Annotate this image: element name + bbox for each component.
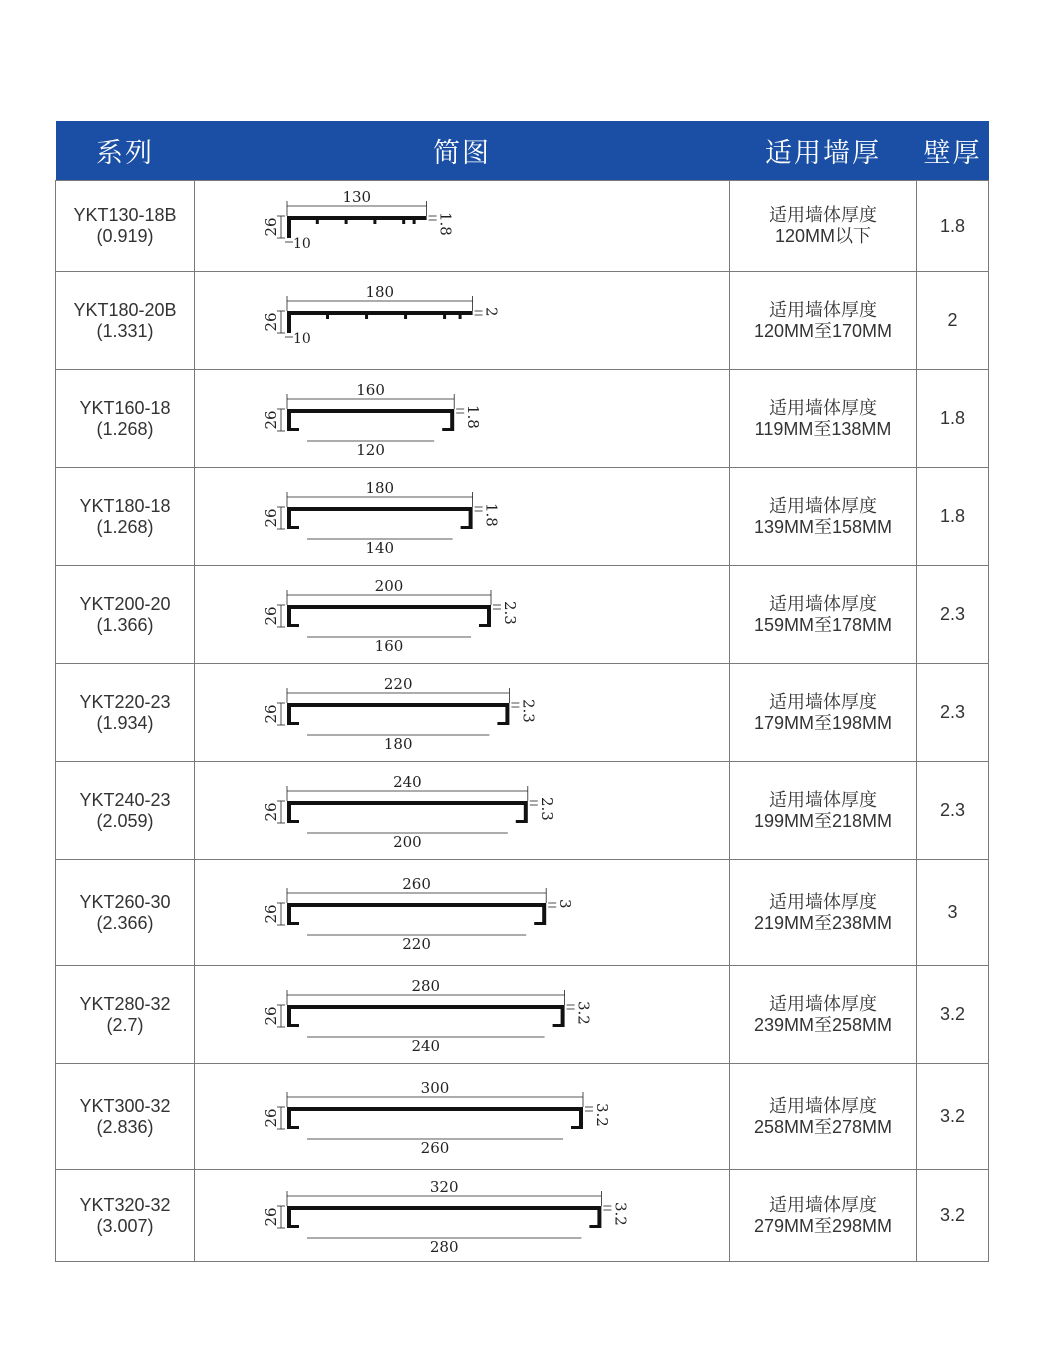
width-label: 180 bbox=[365, 478, 395, 497]
wall-range-value: 258MM至278MM bbox=[753, 1116, 893, 1137]
wall-range-label: 适用墙体厚度 bbox=[769, 891, 877, 912]
table-row bbox=[56, 762, 989, 860]
wall-range-label: 适用墙体厚度 bbox=[769, 397, 877, 418]
profile-diagram bbox=[262, 281, 695, 361]
profile-diagram bbox=[262, 873, 695, 953]
wall-range-value: 179MM至198MM bbox=[753, 712, 893, 733]
profile-shape bbox=[287, 507, 473, 529]
wall-thickness-label: 1.8 bbox=[464, 404, 483, 429]
diagram-cell bbox=[195, 664, 730, 762]
series-name: YKT280-32 bbox=[79, 993, 171, 1014]
wall-range-label: 适用墙体厚度 bbox=[769, 495, 877, 516]
diagram-cell bbox=[195, 1064, 730, 1170]
lip-label: 10 bbox=[293, 236, 311, 252]
wall-range-value: 199MM至218MM bbox=[753, 810, 893, 831]
wall-thickness-label: 2.3 bbox=[519, 698, 538, 723]
lip-label: 10 bbox=[293, 330, 311, 347]
table-row bbox=[56, 370, 989, 468]
series-name: YKT240-23 bbox=[79, 789, 171, 810]
header-thickness: 壁厚 bbox=[917, 121, 989, 181]
series-name: YKT160-18 bbox=[79, 397, 171, 418]
series-name: YKT220-23 bbox=[79, 691, 171, 712]
series-name: YKT130-18B bbox=[73, 205, 177, 225]
wall-range-cell bbox=[730, 664, 917, 762]
height-label: 26 bbox=[262, 409, 280, 430]
wall-range-label: 适用墙体厚度 bbox=[769, 299, 877, 320]
inner-width-label: 120 bbox=[356, 440, 385, 459]
wall-range-label: 适用墙体厚度 bbox=[769, 789, 877, 810]
wall-range-cell bbox=[730, 468, 917, 566]
profile-shape bbox=[287, 1107, 583, 1129]
width-label: 180 bbox=[365, 282, 395, 301]
wall-range-label: 适用墙体厚度 bbox=[769, 691, 877, 712]
diagram-cell bbox=[195, 860, 730, 966]
diagram-cell bbox=[195, 272, 730, 370]
series-cell bbox=[56, 1170, 195, 1262]
profile-diagram bbox=[262, 477, 695, 557]
wall-thickness-label: 3.2 bbox=[593, 1102, 611, 1127]
series-cell bbox=[56, 181, 195, 272]
height-label: 26 bbox=[262, 311, 280, 332]
profile-shape bbox=[287, 605, 491, 627]
wall-thickness-label: 3 bbox=[556, 898, 575, 909]
wall-range-value: 139MM至158MM bbox=[753, 516, 893, 537]
series-weight: (2.7) bbox=[106, 1014, 144, 1035]
wall-range-cell bbox=[730, 566, 917, 664]
wall-range-value: 120MM以下 bbox=[774, 226, 872, 246]
wall-range-value: 279MM至298MM bbox=[753, 1215, 893, 1236]
height-label: 26 bbox=[262, 507, 280, 528]
profile-diagram bbox=[262, 1077, 695, 1157]
wall-thickness-label: 1.8 bbox=[436, 212, 455, 236]
table-row bbox=[56, 181, 989, 272]
wall-range-cell bbox=[730, 1170, 917, 1262]
thickness-cell: 2 bbox=[917, 272, 989, 370]
diagram-cell bbox=[195, 181, 730, 272]
inner-width-label: 280 bbox=[429, 1237, 459, 1256]
wall-range-label: 适用墙体厚度 bbox=[769, 205, 877, 225]
series-cell bbox=[56, 664, 195, 762]
series-cell bbox=[56, 468, 195, 566]
inner-width-label: 220 bbox=[402, 934, 431, 953]
thickness-cell: 3.2 bbox=[917, 1170, 989, 1262]
thickness-cell: 3.2 bbox=[917, 1064, 989, 1170]
profile-diagram bbox=[262, 673, 695, 753]
wall-range-label: 适用墙体厚度 bbox=[769, 1194, 877, 1215]
wall-thickness-label: 2.3 bbox=[501, 600, 519, 625]
wall-range-label: 适用墙体厚度 bbox=[769, 593, 877, 614]
series-weight: (1.268) bbox=[96, 418, 154, 439]
width-label: 240 bbox=[393, 772, 422, 791]
series-name: YKT260-30 bbox=[79, 891, 171, 912]
wall-range-value: 119MM至138MM bbox=[754, 418, 892, 439]
wall-range-cell bbox=[730, 762, 917, 860]
profile-shape bbox=[287, 703, 509, 725]
wall-range-cell bbox=[730, 181, 917, 272]
thickness-cell: 3 bbox=[917, 860, 989, 966]
table-row bbox=[56, 272, 989, 370]
profile-shape bbox=[287, 1005, 565, 1027]
header-diagram: 简图 bbox=[195, 121, 730, 181]
width-label: 260 bbox=[402, 874, 431, 893]
series-name: YKT180-20B bbox=[73, 299, 177, 320]
table-row bbox=[56, 664, 989, 762]
thickness-cell: 3.2 bbox=[917, 966, 989, 1064]
wall-range-cell bbox=[730, 370, 917, 468]
diagram-cell bbox=[195, 566, 730, 664]
wall-range-value: 159MM至178MM bbox=[753, 614, 893, 635]
series-cell bbox=[56, 370, 195, 468]
width-label: 220 bbox=[383, 674, 413, 693]
series-cell bbox=[56, 966, 195, 1064]
profile-shape bbox=[287, 903, 546, 925]
series-weight: (2.836) bbox=[96, 1116, 154, 1137]
series-name: YKT200-20 bbox=[79, 593, 171, 614]
thickness-cell: 1.8 bbox=[917, 181, 989, 272]
series-weight: (3.007) bbox=[96, 1215, 154, 1236]
series-cell bbox=[56, 1064, 195, 1170]
series-cell bbox=[56, 762, 195, 860]
profile-shape bbox=[287, 1206, 601, 1228]
thickness-cell: 2.3 bbox=[917, 762, 989, 860]
profile-diagram bbox=[262, 771, 695, 851]
profile-diagram bbox=[262, 186, 695, 266]
height-label: 26 bbox=[262, 703, 280, 724]
series-weight: (1.268) bbox=[96, 516, 154, 537]
profile-shape bbox=[287, 409, 454, 431]
width-label: 280 bbox=[411, 976, 441, 995]
inner-width-label: 160 bbox=[374, 636, 404, 655]
profile-diagram bbox=[262, 575, 695, 655]
inner-width-label: 240 bbox=[411, 1036, 441, 1055]
table-body bbox=[56, 181, 989, 1262]
wall-range-label: 适用墙体厚度 bbox=[769, 993, 877, 1014]
height-label: 26 bbox=[262, 217, 280, 237]
wall-range-cell bbox=[730, 860, 917, 966]
wall-range-cell bbox=[730, 966, 917, 1064]
width-label: 320 bbox=[429, 1177, 459, 1196]
height-label: 26 bbox=[262, 1206, 280, 1227]
series-cell bbox=[56, 272, 195, 370]
width-label: 200 bbox=[374, 576, 404, 595]
header-wall-range: 适用墙厚 bbox=[730, 121, 917, 181]
height-label: 26 bbox=[262, 903, 280, 924]
height-label: 26 bbox=[262, 1005, 280, 1026]
thickness-cell: 1.8 bbox=[917, 468, 989, 566]
wall-range-value: 120MM至170MM bbox=[753, 320, 893, 341]
inner-width-label: 140 bbox=[365, 538, 395, 557]
table-row bbox=[56, 468, 989, 566]
table-row bbox=[56, 566, 989, 664]
inner-width-label: 180 bbox=[383, 734, 413, 753]
profile-diagram bbox=[262, 379, 695, 459]
diagram-cell bbox=[195, 762, 730, 860]
profile-diagram bbox=[262, 975, 695, 1055]
table-row bbox=[56, 860, 989, 966]
wall-range-cell bbox=[730, 1064, 917, 1170]
series-cell bbox=[56, 566, 195, 664]
table-row bbox=[56, 966, 989, 1064]
header-row bbox=[56, 121, 989, 181]
wall-thickness-label: 2 bbox=[482, 306, 501, 317]
series-weight: (1.331) bbox=[96, 320, 154, 341]
wall-thickness-label: 2.3 bbox=[537, 796, 556, 821]
inner-width-label: 200 bbox=[393, 832, 422, 851]
profile-diagram bbox=[262, 1176, 695, 1256]
series-cell bbox=[56, 860, 195, 966]
thickness-cell: 1.8 bbox=[917, 370, 989, 468]
table-row bbox=[56, 1170, 989, 1262]
wall-range-label: 适用墙体厚度 bbox=[769, 1095, 877, 1116]
width-label: 130 bbox=[342, 188, 372, 206]
series-weight: (1.366) bbox=[96, 614, 154, 635]
series-weight: (2.059) bbox=[96, 810, 154, 831]
inner-width-label: 260 bbox=[420, 1138, 450, 1157]
profile-shape bbox=[287, 216, 427, 238]
series-weight: (0.919) bbox=[96, 226, 154, 246]
spec-table bbox=[55, 121, 989, 1262]
thickness-cell: 2.3 bbox=[917, 664, 989, 762]
wall-range-value: 239MM至258MM bbox=[753, 1014, 893, 1035]
wall-thickness-label: 3.2 bbox=[574, 1000, 593, 1025]
series-name: YKT180-18 bbox=[79, 495, 171, 516]
series-weight: (2.366) bbox=[96, 912, 154, 933]
series-name: YKT300-32 bbox=[79, 1095, 171, 1116]
diagram-cell bbox=[195, 468, 730, 566]
width-label: 160 bbox=[356, 380, 385, 399]
table-row bbox=[56, 1064, 989, 1170]
header-series: 系列 bbox=[56, 121, 195, 181]
wall-range-cell bbox=[730, 272, 917, 370]
profile-shape bbox=[287, 801, 528, 823]
height-label: 26 bbox=[262, 1107, 280, 1128]
series-weight: (1.934) bbox=[96, 712, 154, 733]
thickness-cell: 2.3 bbox=[917, 566, 989, 664]
profile-shape bbox=[287, 311, 473, 333]
height-label: 26 bbox=[262, 605, 280, 626]
series-name: YKT320-32 bbox=[79, 1194, 171, 1215]
width-label: 300 bbox=[420, 1078, 450, 1097]
wall-thickness-label: 1.8 bbox=[482, 502, 501, 527]
diagram-cell bbox=[195, 370, 730, 468]
height-label: 26 bbox=[262, 801, 280, 822]
wall-thickness-label: 3.2 bbox=[611, 1201, 630, 1226]
wall-range-value: 219MM至238MM bbox=[753, 912, 893, 933]
diagram-cell bbox=[195, 1170, 730, 1262]
diagram-cell bbox=[195, 966, 730, 1064]
